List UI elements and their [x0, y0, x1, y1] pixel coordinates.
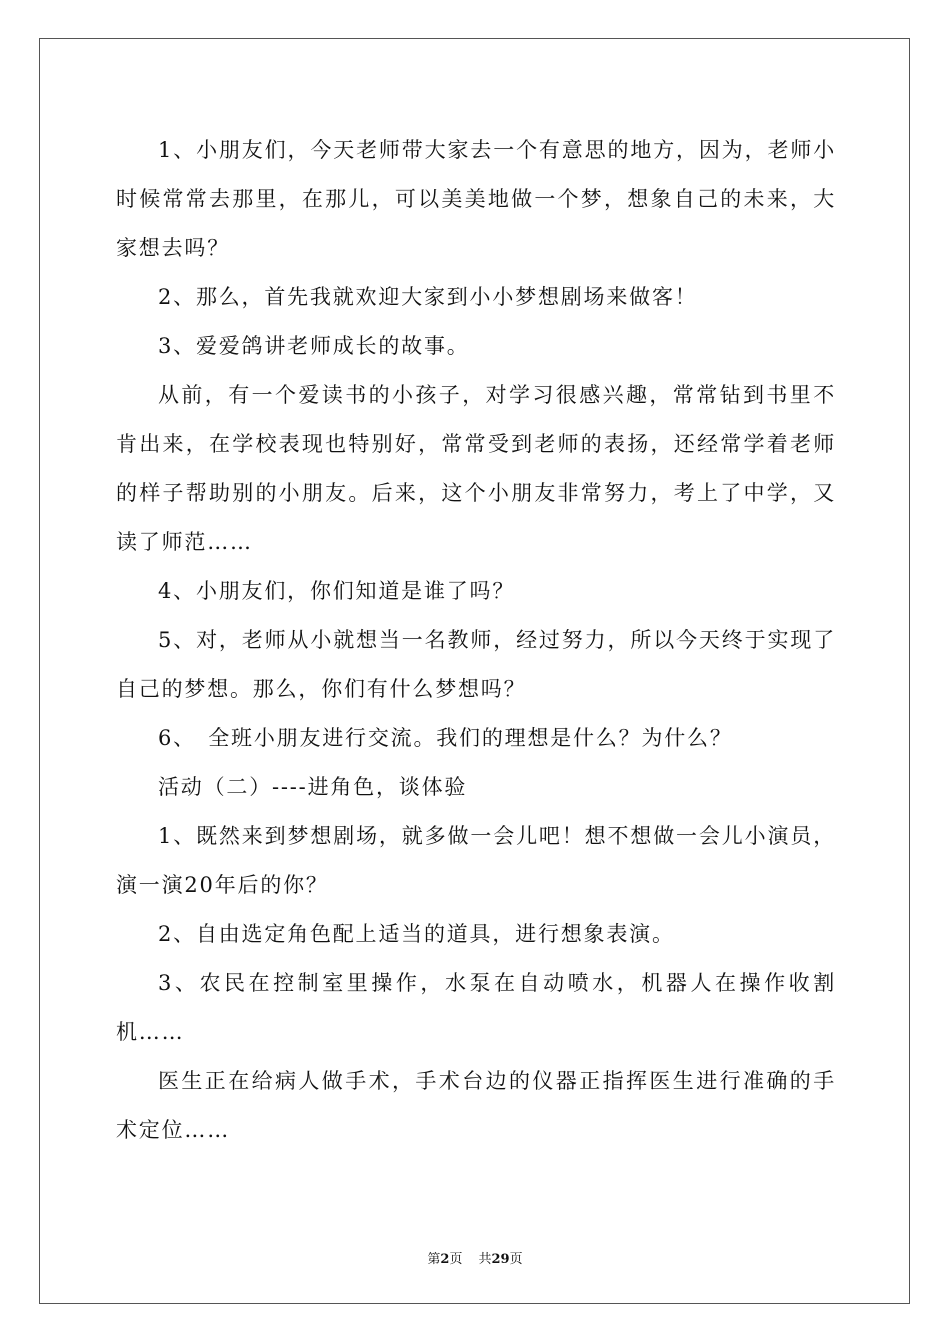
paragraph-6: 5、对，老师从小就想当一名教师，经过努力，所以今天终于实现了自己的梦想。那么，你们有什么梦想吗？	[116, 628, 836, 701]
paragraph-10: 2、自由选定角色配上适当的道具，进行想象表演。	[158, 922, 675, 946]
paragraph-12: 医生正在给病人做手术，手术台边的仪器正指挥医生进行准确的手术定位……	[116, 1069, 836, 1142]
paragraph-9: 1、既然来到梦想剧场，就多做一会儿吧！想不想做一会儿小演员，演一演20年后的你？	[116, 824, 836, 897]
paragraph-2: 2、那么，首先我就欢迎大家到小小梦想剧场来做客！	[158, 285, 698, 309]
page-number: 2	[440, 1252, 450, 1267]
total-prefix: 共	[478, 1252, 492, 1267]
page-suffix: 页	[449, 1252, 463, 1267]
paragraph-11: 3、农民在控制室里操作，水泵在自动喷水，机器人在操作收割机……	[116, 971, 836, 1044]
page-prefix: 第	[427, 1252, 441, 1267]
page-footer	[0, 1248, 950, 1267]
total-label	[478, 1252, 522, 1267]
paragraph-3: 3、爱爱鸽讲老师成长的故事。	[158, 334, 470, 358]
paragraph-7: 6、 全班小朋友进行交流。我们的理想是什么？为什么？	[158, 726, 733, 750]
paragraph-4: 从前，有一个爱读书的小孩子，对学习很感兴趣，常常钻到书里不肯出来，在学校表现也特别好，常常受到老师的表扬，还经常学着老师的样子帮助别的小朋友。后来，这个小朋友非常努力，考上了中学，又读了师范……	[116, 383, 836, 554]
paragraph-1: 1、小朋友们，今天老师带大家去一个有意思的地方，因为，老师小时候常常去那里，在那儿，可以美美地做一个梦，想象自己的未来，大家想去吗？	[116, 138, 836, 260]
paragraph-5: 4、小朋友们，你们知道是谁了吗？	[158, 579, 516, 603]
total-suffix: 页	[509, 1252, 523, 1267]
total-pages: 29	[491, 1252, 510, 1267]
document-body	[116, 126, 836, 1155]
section-heading-activity-2: 活动（二）----进角色，谈体验	[158, 775, 468, 799]
page-label	[427, 1252, 462, 1267]
